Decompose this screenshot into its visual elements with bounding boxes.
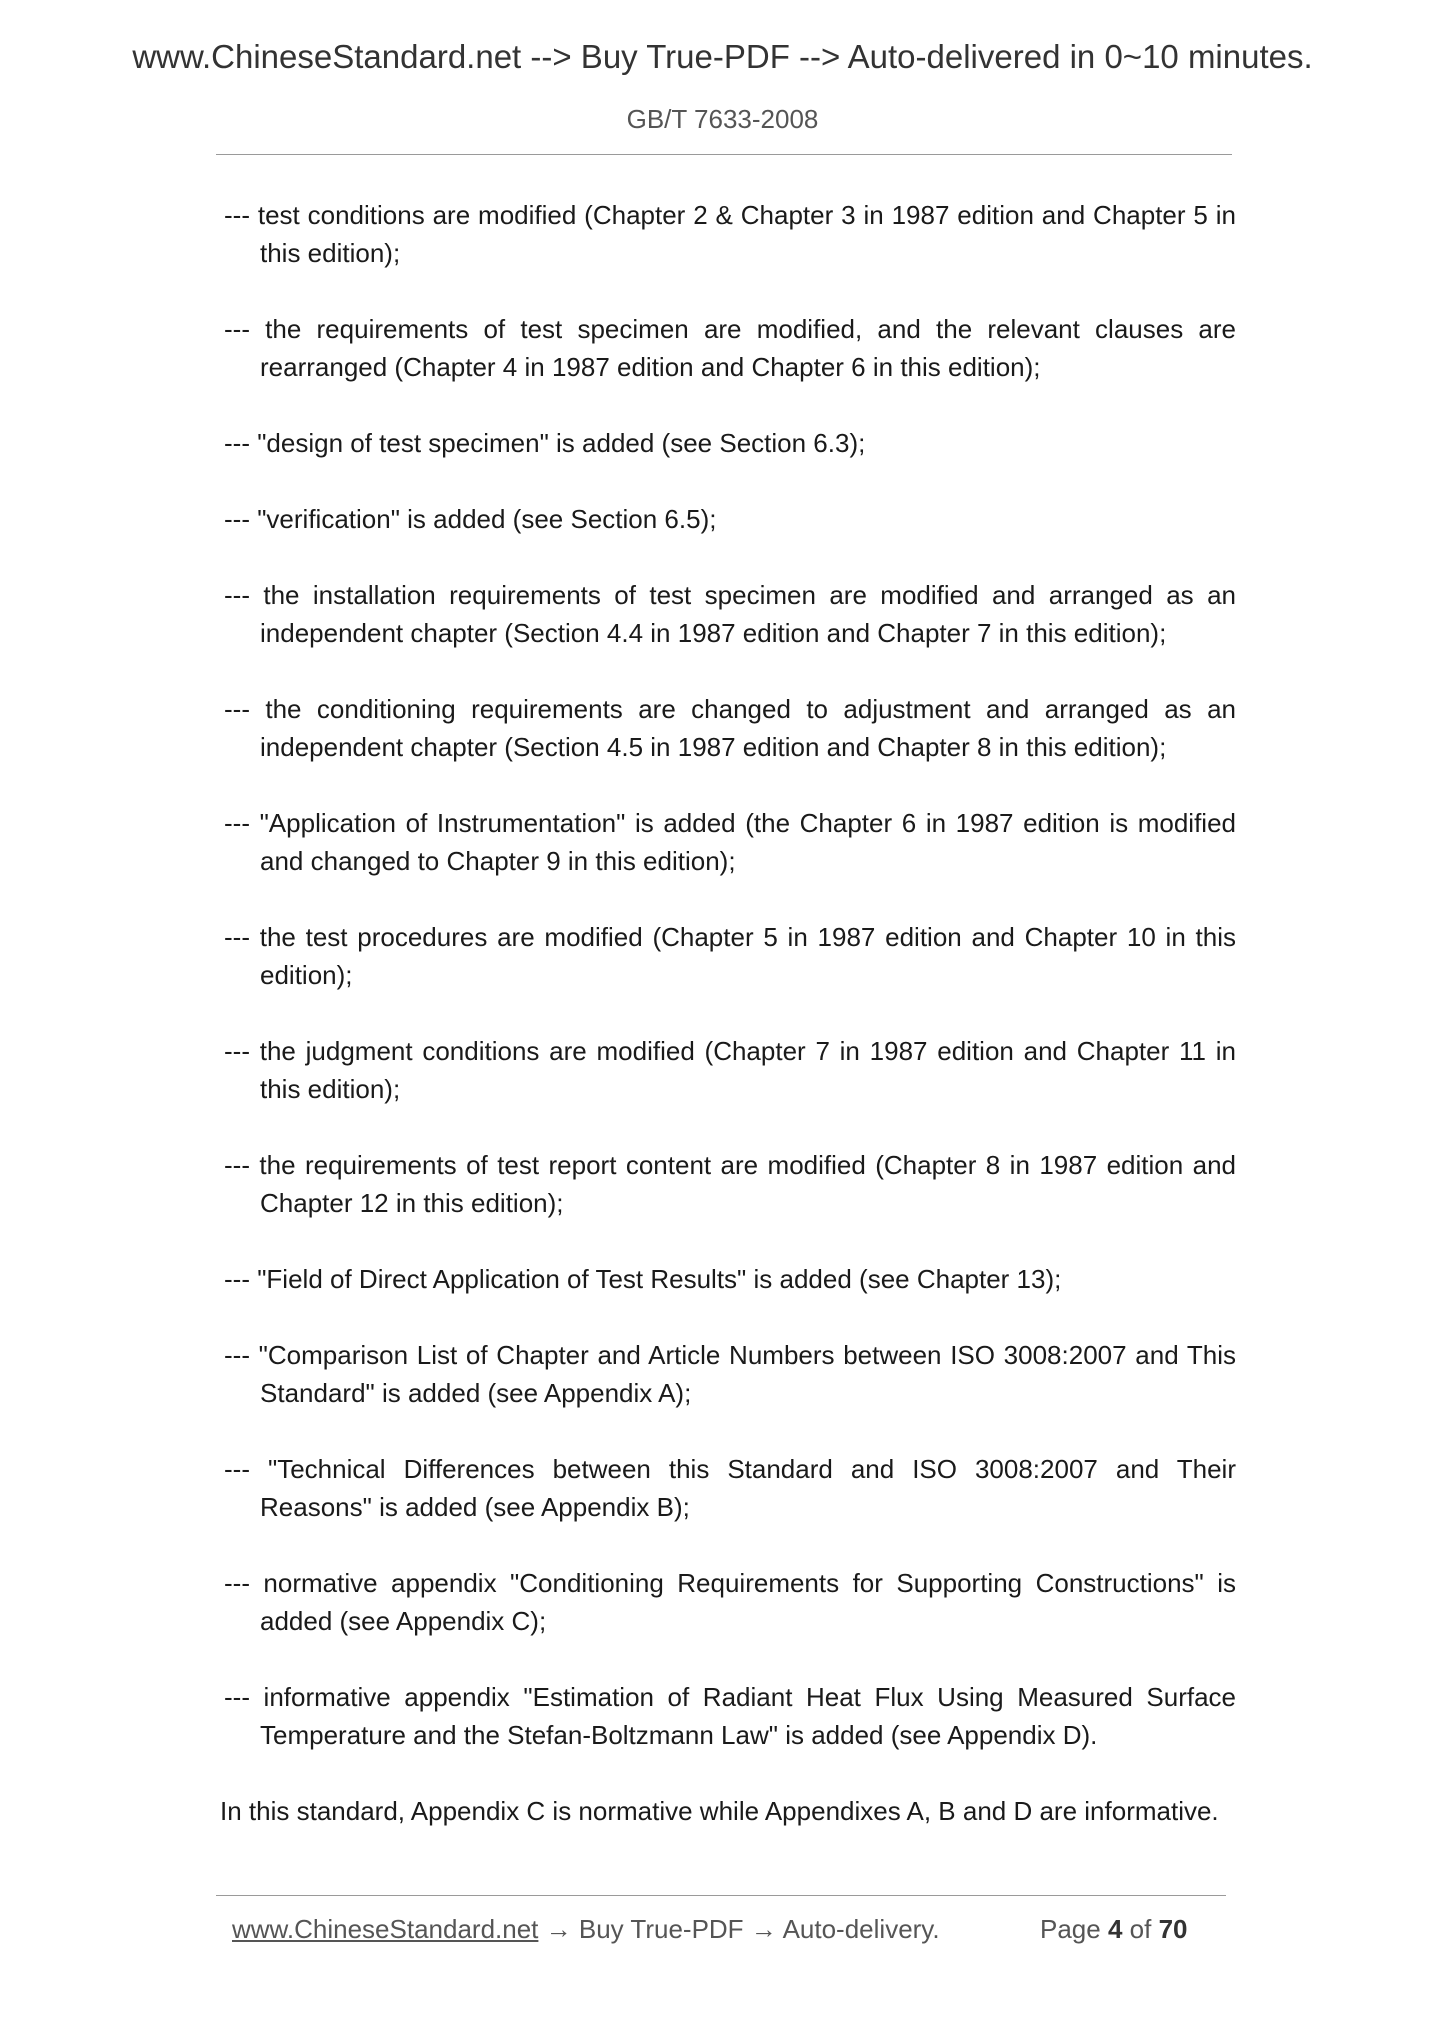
page-number: 4 — [1107, 1914, 1123, 1944]
page-indicator — [1040, 1914, 1188, 1945]
standard-code: GB/T 7633-2008 — [626, 104, 819, 134]
change-item-3: --- "design of test specimen" is added (see Section 6.3); — [224, 428, 866, 458]
change-item-13: --- "Technical Differences between this Standard and ISO 3008:2007 and Their Reasons" is added (see Appendix B); — [224, 1454, 1236, 1522]
footer-divider — [216, 1895, 1226, 1896]
change-item-1: --- test conditions are modified (Chapter 2 & Chapter 3 in 1987 edition and Chapter 5 in this edition); — [224, 200, 1236, 268]
change-item-4: --- "verification" is added (see Section 6.5); — [224, 504, 717, 534]
change-item-11: --- "Field of Direct Application of Test Results" is added (see Chapter 13); — [224, 1264, 1062, 1294]
document-body — [220, 196, 1236, 1830]
total-pages: 70 — [1158, 1914, 1188, 1944]
footer-tagline — [232, 1914, 940, 1945]
closing-paragraph: In this standard, Appendix C is normative while Appendixes A, B and D are informative. — [220, 1796, 1219, 1826]
change-item-10: --- the requirements of test report content are modified (Chapter 8 in 1987 edition and Chapter 12 in this edition); — [224, 1150, 1236, 1218]
change-item-5: --- the installation requirements of test specimen are modified and arranged as an independent chapter (Section 4.4 in 1987 edition and Chapter 7 in this edition); — [224, 580, 1236, 648]
change-item-12: --- "Comparison List of Chapter and Article Numbers between ISO 3008:2007 and This Standard" is added (see Appendix A); — [224, 1340, 1236, 1408]
change-item-8: --- the test procedures are modified (Chapter 5 in 1987 edition and Chapter 10 in this edition); — [224, 922, 1236, 990]
of-label: of — [1129, 1914, 1152, 1944]
page-label: Page — [1040, 1914, 1101, 1944]
change-item-15: --- informative appendix "Estimation of Radiant Heat Flux Using Measured Surface Temperature and the Stefan-Boltzmann Law" is added (see Appendix D). — [224, 1682, 1236, 1750]
change-item-7: --- "Application of Instrumentation" is added (the Chapter 6 in 1987 edition is modified and changed to Chapter 9 in this edition); — [224, 808, 1236, 876]
change-item-9: --- the judgment conditions are modified (Chapter 7 in 1987 edition and Chapter 11 in this edition); — [224, 1036, 1236, 1104]
change-item-14: --- normative appendix "Conditioning Requirements for Supporting Constructions" is added (see Appendix C); — [224, 1568, 1236, 1636]
change-item-2: --- the requirements of test specimen are modified, and the relevant clauses are rearranged (Chapter 4 in 1987 edition and Chapter 6 in this edition); — [224, 314, 1236, 382]
change-item-6: --- the conditioning requirements are changed to adjustment and arranged as an independent chapter (Section 4.5 in 1987 edition and Chapter 8 in this edition); — [224, 694, 1236, 762]
footer-tagline-text: → Buy True-PDF → Auto-delivery. — [538, 1914, 940, 1944]
footer-site-link[interactable]: www.ChineseStandard.net — [232, 1914, 539, 1944]
top-banner: www.ChineseStandard.net --> Buy True-PDF --> Auto-delivered in 0~10 minutes. — [132, 38, 1313, 75]
header-divider — [216, 154, 1232, 155]
